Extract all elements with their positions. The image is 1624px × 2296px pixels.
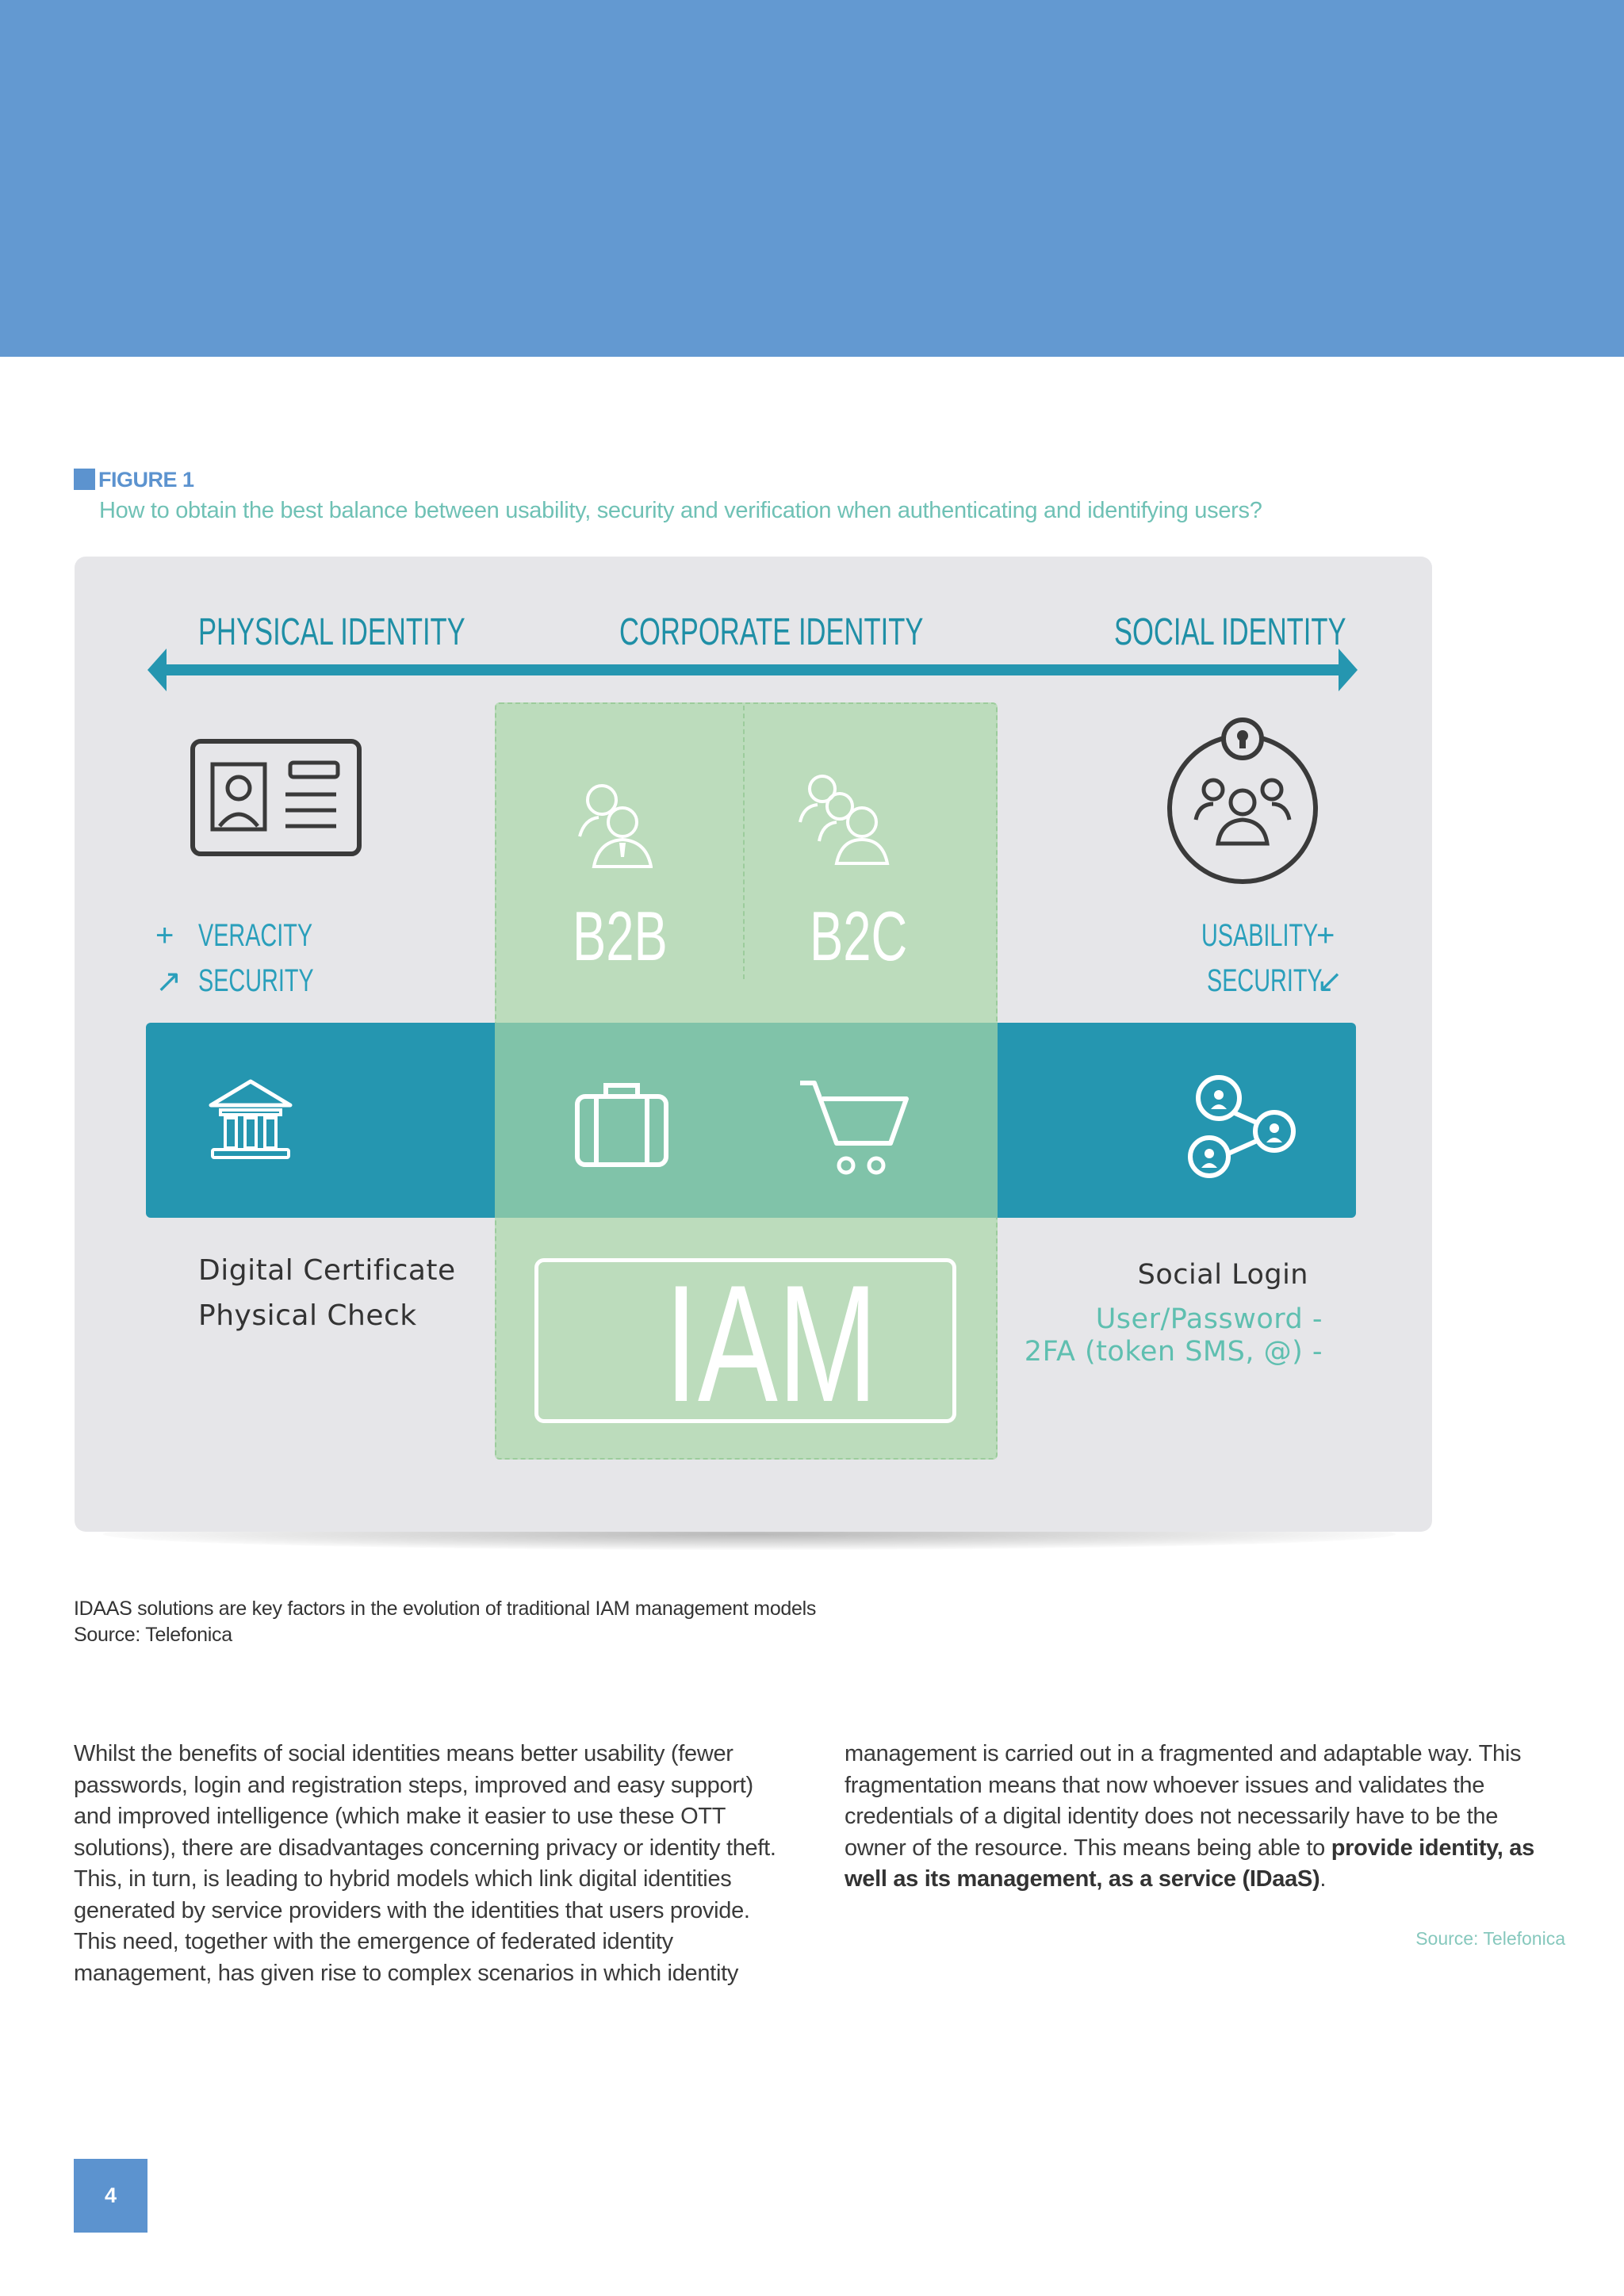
institution-icon — [206, 1078, 295, 1161]
consumer-users-icon — [797, 773, 891, 867]
social-group-lock-icon — [1164, 715, 1321, 886]
trait-veracity: VERACITY — [198, 918, 313, 953]
iam-label: IAM — [665, 1250, 878, 1437]
method-social-login: Social Login — [1137, 1259, 1308, 1291]
plus-icon: + — [155, 918, 174, 953]
corporate-divider — [743, 706, 745, 979]
method-2fa: 2FA (token SMS, @) - — [1024, 1336, 1323, 1368]
shopping-cart-icon — [797, 1078, 910, 1177]
methods-band-overlap — [495, 1023, 998, 1218]
method-digital-certificate: Digital Certificate — [198, 1254, 456, 1287]
b2c-label: B2C — [810, 897, 908, 975]
identity-axis — [159, 664, 1348, 675]
figure-caption: IDAAS solutions are key factors in the evolution of traditional IAM management models — [74, 1598, 817, 1620]
body-source: Source: Telefonica — [1415, 1928, 1565, 1949]
method-user-password: User/Password - — [1095, 1303, 1323, 1335]
trait-security-down: SECURITY — [1207, 963, 1323, 998]
figure-source: Source: Telefonica — [74, 1624, 232, 1646]
page-number: 4 — [74, 2159, 147, 2233]
id-card-icon — [190, 739, 362, 856]
figure-title: How to obtain the best balance between usability, security and verification when authenticating and identifying users? — [99, 498, 1262, 523]
business-users-icon — [576, 781, 653, 870]
method-physical-check: Physical Check — [198, 1299, 417, 1332]
body-text-right: management is carried out in a fragmented and adaptable way. This fragmentation means that now whoever issues and validates the credentials of a digital identity does not necessarily have to be the owner of the resource. This means being able to provide identity, as well as its management, as a service (IDaaS). — [845, 1741, 1534, 1892]
trait-usability: USABILITY — [1201, 918, 1319, 953]
arrow-up-right-icon: ↗ — [155, 964, 182, 999]
figure-marker — [74, 469, 95, 490]
axis-arrow-left — [147, 649, 167, 691]
b2b-label: B2B — [573, 897, 668, 975]
header-band — [0, 0, 1624, 357]
axis-arrow-right — [1339, 649, 1358, 691]
body-emphasis: provide identity, as well as its management, as a service (IDaaS) — [845, 1835, 1534, 1892]
physical-identity-header: PHYSICAL IDENTITY — [198, 611, 465, 653]
social-identity-header: SOCIAL IDENTITY — [1114, 611, 1346, 653]
trait-security-up: SECURITY — [198, 963, 314, 998]
plus-icon: + — [1316, 918, 1335, 953]
social-network-icon — [1185, 1074, 1297, 1179]
figure-label: FIGURE 1 — [74, 468, 194, 492]
briefcase-icon — [574, 1081, 669, 1168]
corporate-identity-header: CORPORATE IDENTITY — [619, 611, 924, 653]
body-text-left: Whilst the benefits of social identities means better usability (fewer passwords, login and registration steps, improved and easy support) and improved intelligence (which make it easier to use these OTT solutions), there are disadvantages concerning privacy or identity theft. This, in turn, is leading to hybrid models which link digital identities generated by service providers with the identities that users provide. This need, together with the emergence of federated identity management, has given rise to complex scenarios in which identity — [74, 1741, 776, 1986]
arrow-down-left-icon: ↙ — [1316, 964, 1343, 999]
